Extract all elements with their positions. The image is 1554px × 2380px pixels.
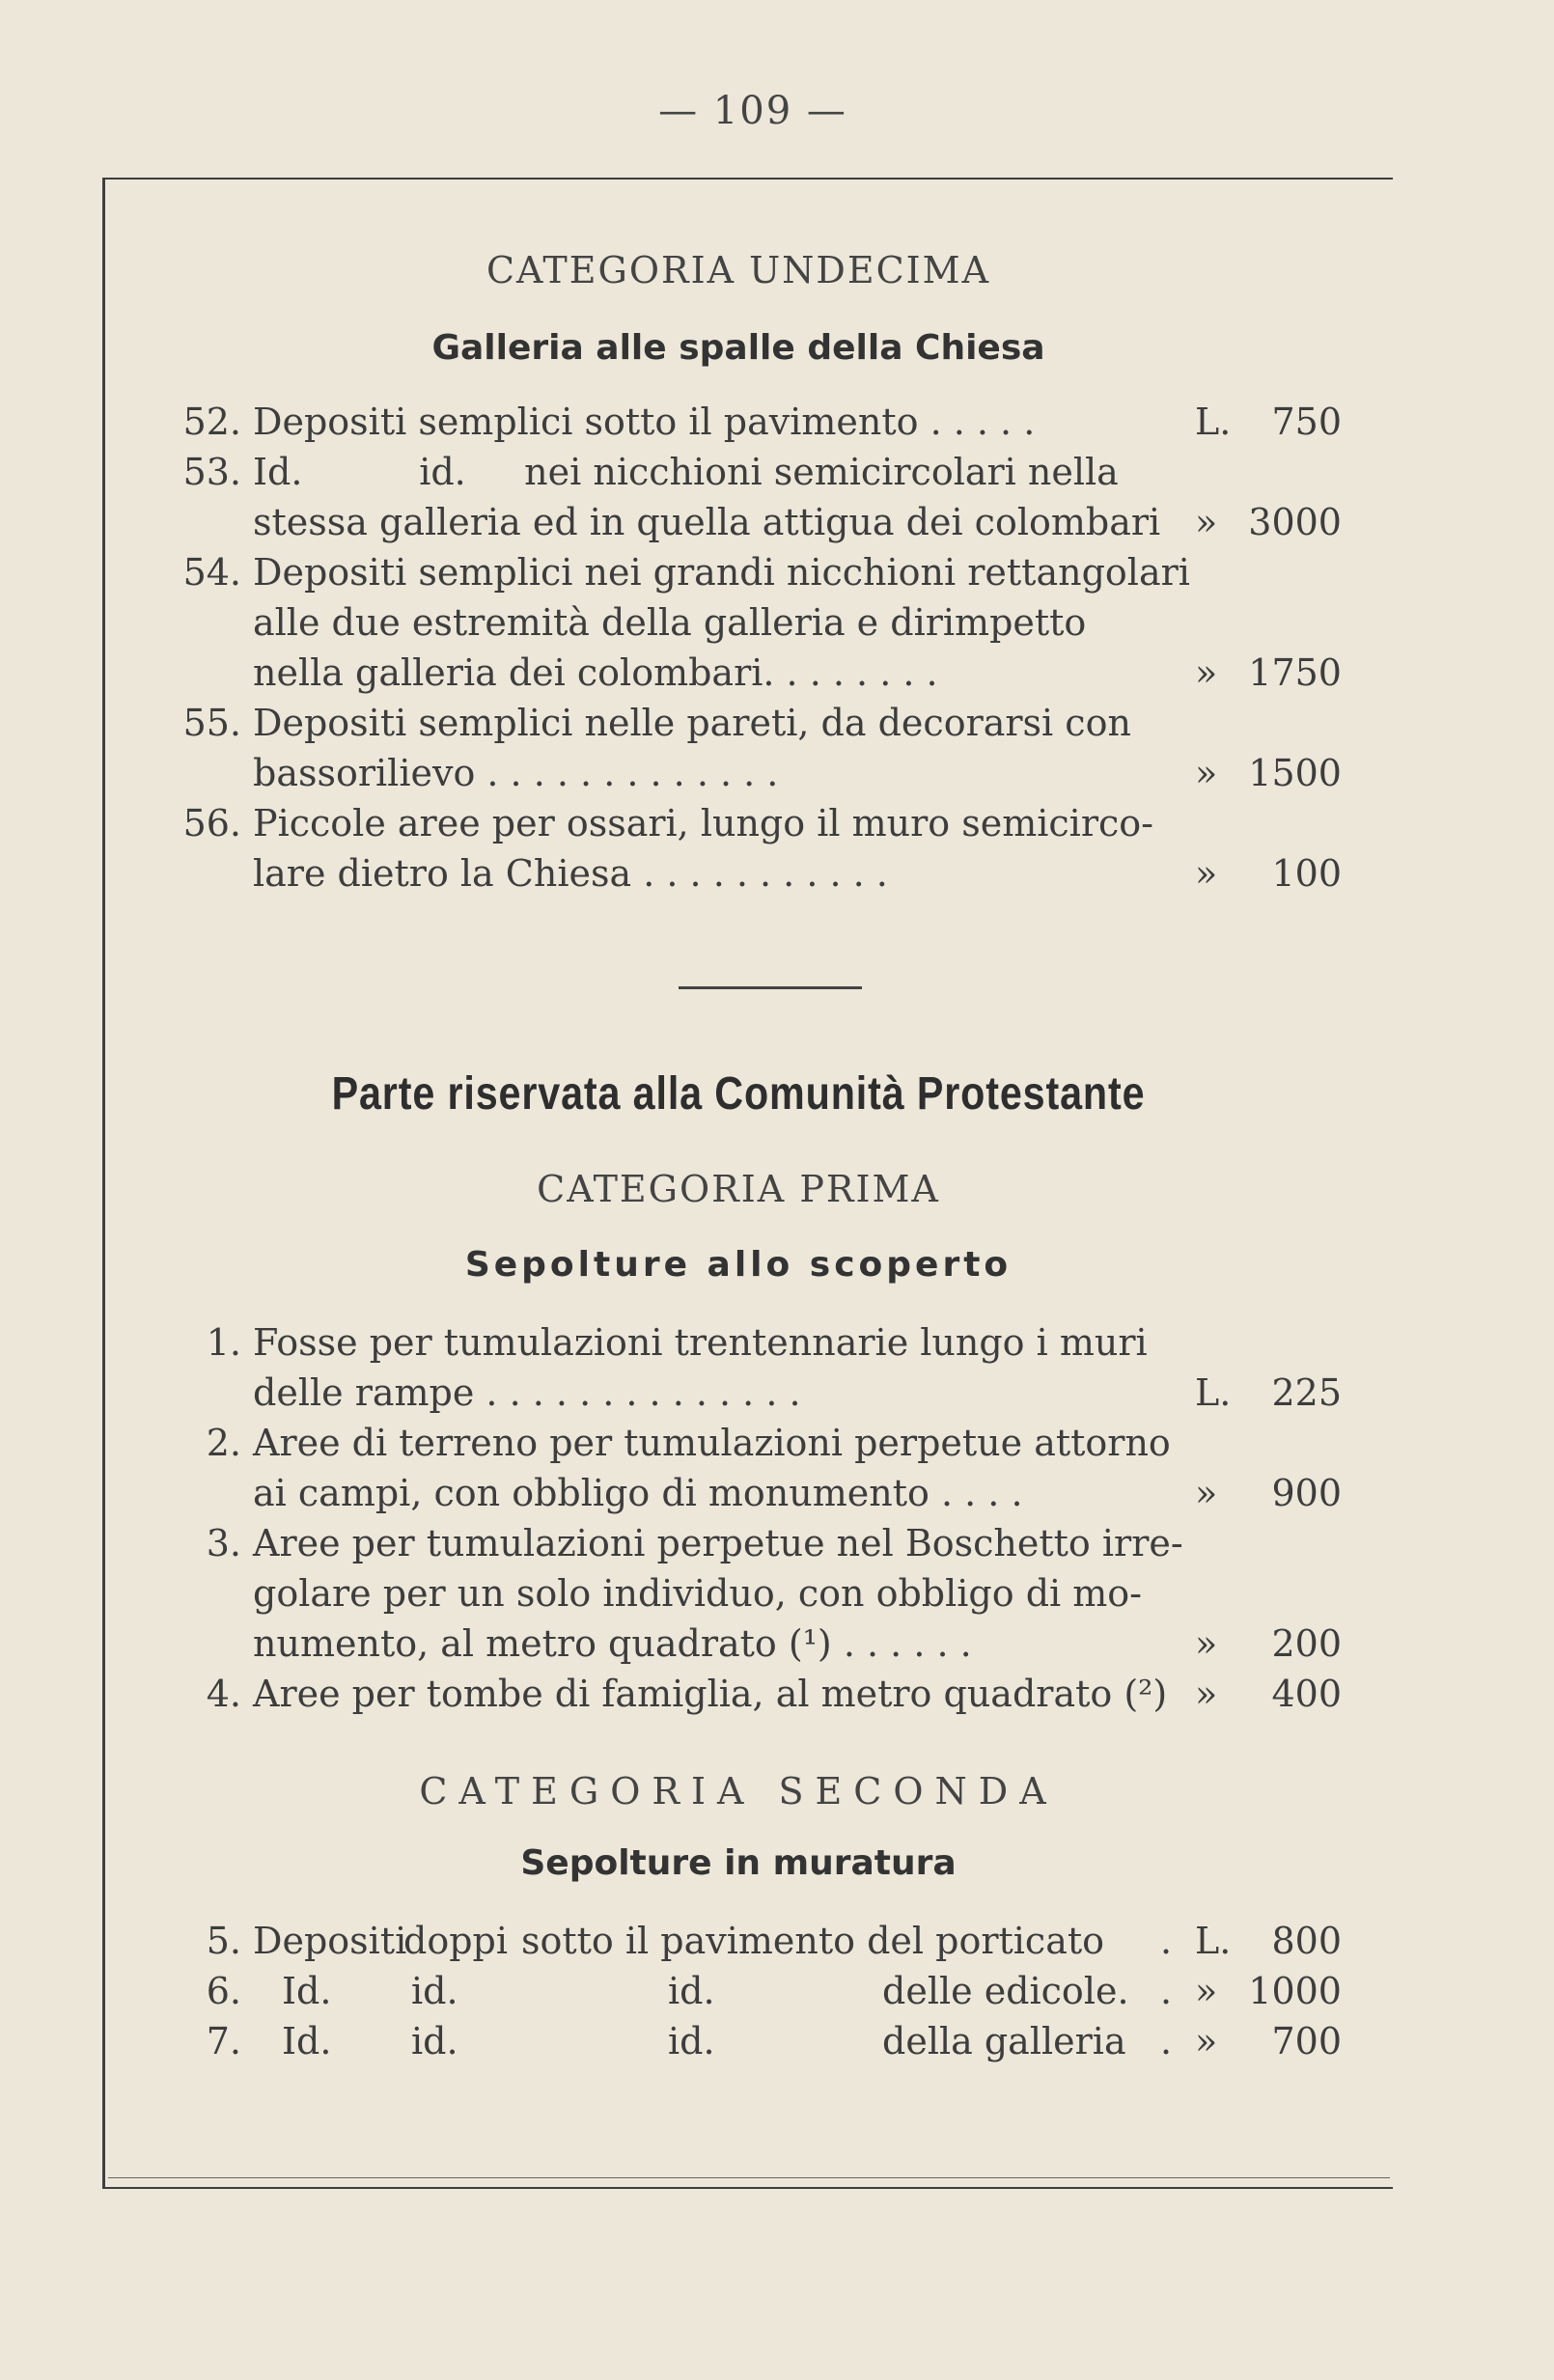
item-number: 1. — [206, 1321, 241, 1364]
item-number: 55. — [182, 702, 241, 744]
item-text: Aree di terreno per tumulazioni perpetue attorno — [253, 1422, 1171, 1464]
item-currency: » — [1195, 501, 1218, 543]
item-amount: 3000 — [1248, 501, 1342, 543]
list-item-continuation — [174, 498, 1351, 546]
list-item — [174, 1967, 1351, 2015]
list-item — [174, 2017, 1351, 2065]
item-text: Aree per tombe di famiglia, al metro quadrato (²) — [253, 1673, 1168, 1715]
list-item-continuation — [174, 649, 1351, 697]
item-text: ai campi, con obbligo di monumento . . . . — [253, 1472, 1023, 1514]
item-text: Depositi semplici nelle pareti, da decorarsi con — [253, 702, 1131, 744]
page-number: — 109 — — [658, 89, 847, 133]
item-col1: Id. — [282, 1970, 332, 2012]
list-item-continuation — [174, 1369, 1351, 1417]
item-col2: id. — [411, 2020, 458, 2062]
item-number: 4. — [206, 1673, 241, 1715]
item-currency: L. — [1195, 1920, 1232, 1962]
item-amount: 800 — [1271, 1920, 1342, 1962]
item-amount: 1750 — [1248, 651, 1342, 694]
category-title: CATEGORIA SECONDA — [419, 1770, 1058, 1813]
category-subtitle: Sepolture in muratura — [520, 1843, 957, 1883]
item-number: 6. — [206, 1970, 241, 2012]
category-title: CATEGORIA UNDECIMA — [486, 249, 991, 291]
item-text: Depositi semplici sotto il pavimento . . . . . — [253, 401, 1036, 443]
list-item-continuation — [174, 849, 1351, 898]
list-item-continuation — [174, 1619, 1351, 1668]
item-currency: » — [1195, 752, 1218, 794]
item-currency: » — [1195, 852, 1218, 895]
item-amount: 700 — [1271, 2020, 1342, 2062]
item-col3: sotto il pavimento del porticato — [521, 1920, 1105, 1962]
list-item-continuation — [174, 598, 1351, 647]
item-amount: 100 — [1271, 852, 1342, 895]
item-text: Id. id. nei nicchioni semicircolari nella — [253, 451, 1119, 493]
list-item — [174, 548, 1351, 596]
category-subtitle: Galleria alle spalle della Chiesa — [431, 328, 1045, 368]
item-currency: » — [1195, 651, 1218, 694]
item-amount: 900 — [1271, 1472, 1342, 1514]
item-text: alle due estremità della galleria e dirimpetto — [253, 601, 1087, 644]
list-item — [174, 1519, 1351, 1567]
item-col3b: della galleria — [882, 2020, 1126, 2062]
category-title: CATEGORIA PRIMA — [537, 1168, 940, 1210]
item-text: golare per un solo individuo, con obbligo di mo- — [253, 1572, 1143, 1615]
item-number: 54. — [182, 551, 241, 594]
item-currency: L. — [1195, 401, 1232, 443]
item-currency: » — [1195, 1673, 1218, 1715]
item-text: nella galleria dei colombari. . . . . . . . — [253, 651, 938, 694]
item-number: 52. — [182, 401, 241, 443]
frame-inner-rule — [108, 2177, 1390, 2178]
item-text: delle rampe . . . . . . . . . . . . . . — [253, 1371, 801, 1414]
item-col1: Id. — [282, 2020, 332, 2062]
item-text: lare dietro la Chiesa . . . . . . . . . . . — [253, 852, 888, 895]
item-text: Piccole aree per ossari, lungo il muro semicirco- — [253, 802, 1154, 844]
list-item — [174, 1917, 1351, 1965]
list-item — [174, 1670, 1351, 1718]
list-item-continuation — [174, 1469, 1351, 1517]
list-item — [174, 1318, 1351, 1367]
item-amount: 1500 — [1248, 752, 1342, 794]
item-text: Depositi semplici nei grandi nicchioni rettangolari — [253, 551, 1190, 594]
item-col3b: delle edicole. — [882, 1970, 1129, 2012]
category-subtitle: Sepolture allo scoperto — [464, 1245, 1013, 1285]
item-number: 7. — [206, 2020, 241, 2062]
item-text: bassorilievo . . . . . . . . . . . . . — [253, 752, 779, 794]
item-col2: id. — [411, 1970, 458, 2012]
item-number: 5. — [206, 1920, 241, 1962]
item-col1: Depositi — [253, 1920, 407, 1962]
item-number: 2. — [206, 1422, 241, 1464]
item-amount: 200 — [1271, 1622, 1342, 1665]
item-col4: . — [1160, 2020, 1173, 2062]
item-amount: 225 — [1271, 1371, 1342, 1414]
item-text: numento, al metro quadrato (¹) . . . . . . — [253, 1622, 972, 1665]
section-title: Parte riservata alla Comunità Protestante — [331, 1068, 1146, 1120]
list-item-continuation — [174, 749, 1351, 797]
list-item — [174, 448, 1351, 496]
section-divider — [679, 986, 862, 989]
item-currency: » — [1195, 2020, 1218, 2062]
item-amount: 400 — [1271, 1673, 1342, 1715]
list-item — [174, 799, 1351, 847]
list-item — [174, 398, 1351, 446]
item-number: 56. — [182, 802, 241, 844]
item-currency: » — [1195, 1472, 1218, 1514]
item-text: Fosse per tumulazioni trentennarie lungo i muri — [253, 1321, 1148, 1364]
list-item-continuation — [174, 1569, 1351, 1618]
item-col3: id. — [668, 2020, 715, 2062]
item-currency: » — [1195, 1622, 1218, 1665]
item-number: 3. — [206, 1522, 241, 1564]
item-col2: doppi — [403, 1920, 509, 1962]
list-item — [174, 699, 1351, 747]
item-amount: 750 — [1271, 401, 1342, 443]
item-amount: 1000 — [1248, 1970, 1342, 2012]
item-col4: . — [1160, 1920, 1173, 1962]
list-item — [174, 1419, 1351, 1467]
item-text: stessa galleria ed in quella attigua dei colombari — [253, 501, 1161, 543]
item-number: 53. — [182, 451, 241, 493]
item-col4: . — [1160, 1970, 1173, 2012]
item-currency: » — [1195, 1970, 1218, 2012]
item-col3: id. — [668, 1970, 715, 2012]
item-text: Aree per tumulazioni perpetue nel Boschetto irre- — [253, 1522, 1183, 1564]
item-currency: L. — [1195, 1371, 1232, 1414]
